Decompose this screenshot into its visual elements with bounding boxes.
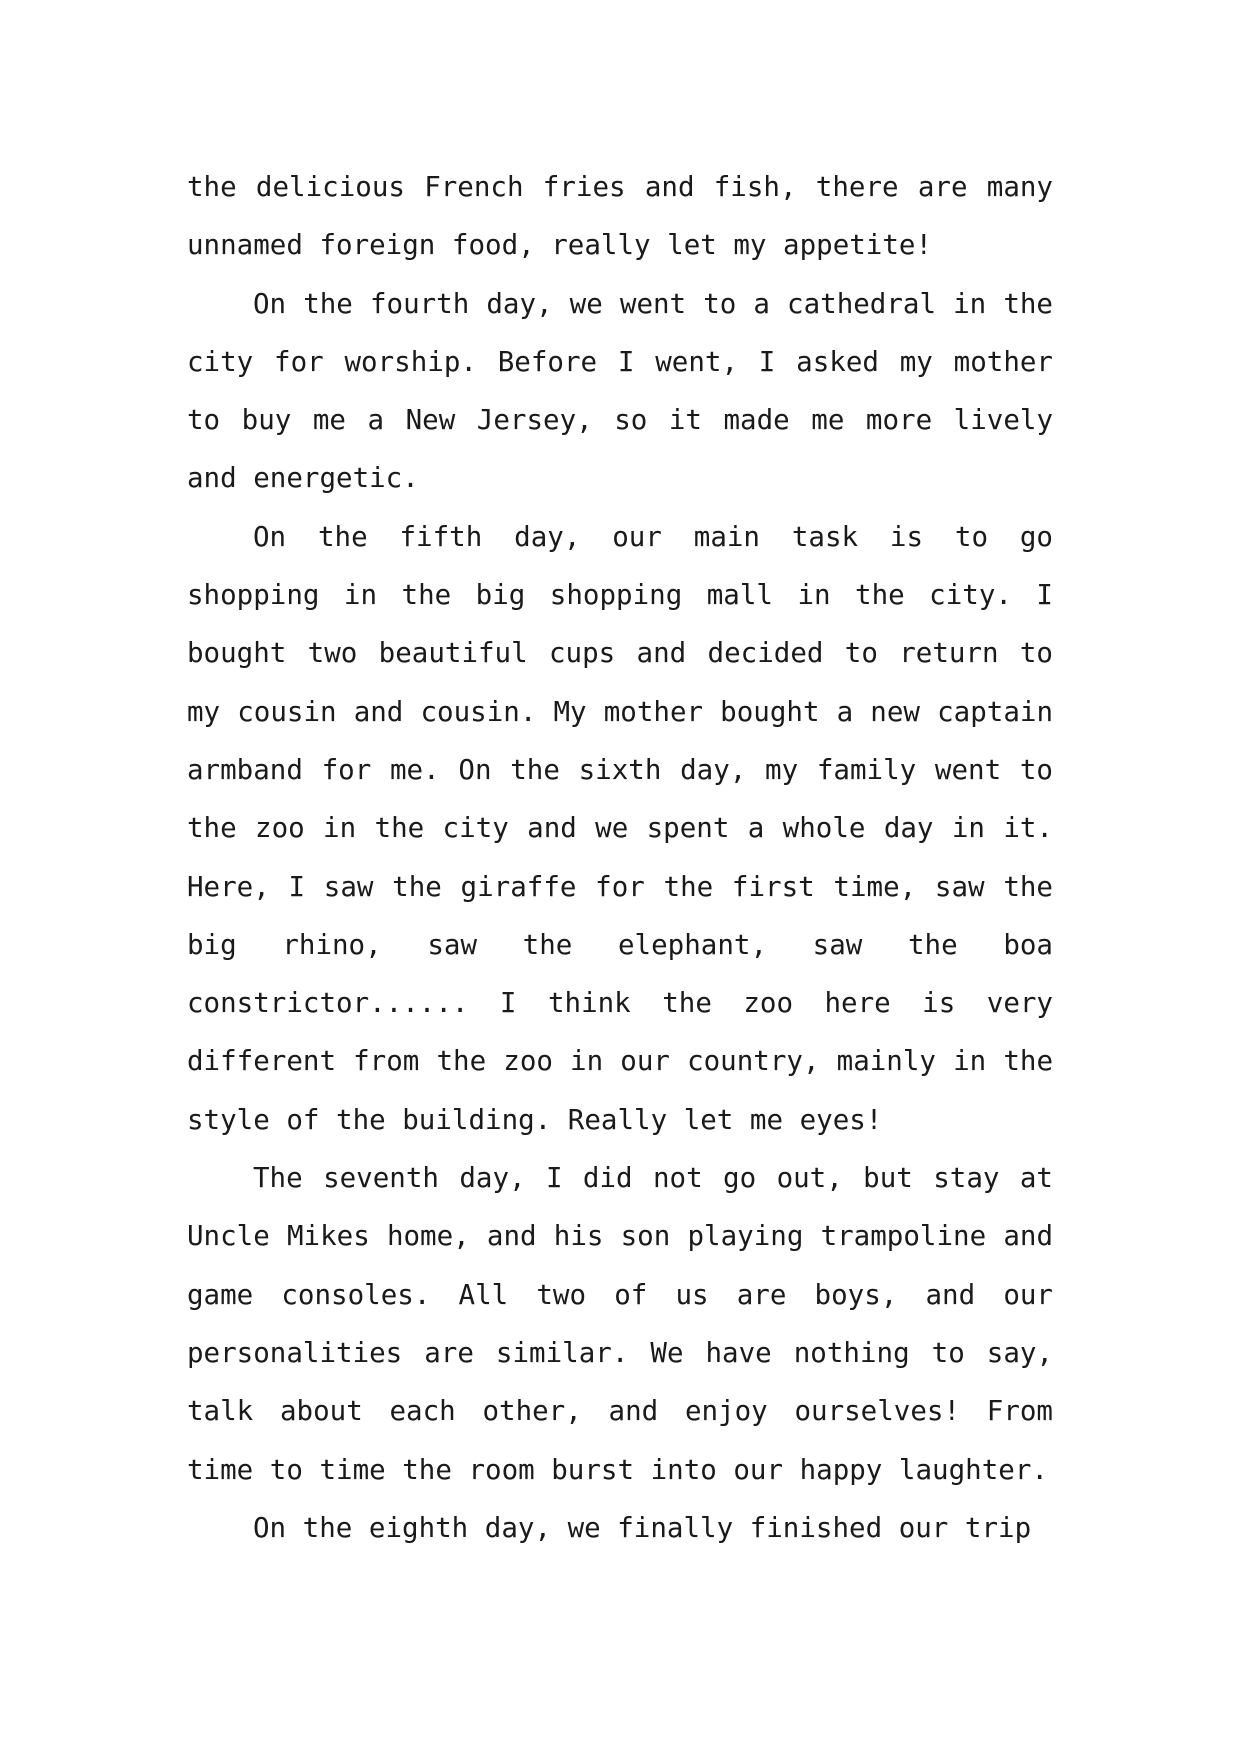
document-body — [187, 158, 1053, 1557]
paragraph-3: On the fifth day, our main task is to go shopping in the big shopping mall in the city. I bought two beautiful cups and decided to return to my cousin and cousin. My mother bought a new captain armband for me. On the sixth day, my family went to the zoo in the city and we spent a whole day in it. Here, I saw the giraffe for the first time, saw the big rhino, saw the elephant, saw the boa constrictor...... I think the zoo here is very different from the zoo in our country, mainly in the style of the building. Really let me eyes! — [187, 520, 1053, 1136]
paragraph-4: The seventh day, I did not go out, but stay at Uncle Mikes home, and his son playing trampoline and game consoles. All two of us are boys, and our personalities are similar. We have nothing to say, talk about each other, and enjoy ourselves! From time to time the room burst into our happy laughter. — [187, 1162, 1053, 1486]
paragraph-5: On the eighth day, we finally finished our trip — [253, 1511, 1032, 1544]
paragraph-1: the delicious French fries and fish, there are many unnamed foreign food, really let my appetite! — [187, 171, 1053, 262]
paragraph-2: On the fourth day, we went to a cathedral in the city for worship. Before I went, I asked my mother to buy me a New Jersey, so it made me more lively and energetic. — [187, 287, 1053, 495]
